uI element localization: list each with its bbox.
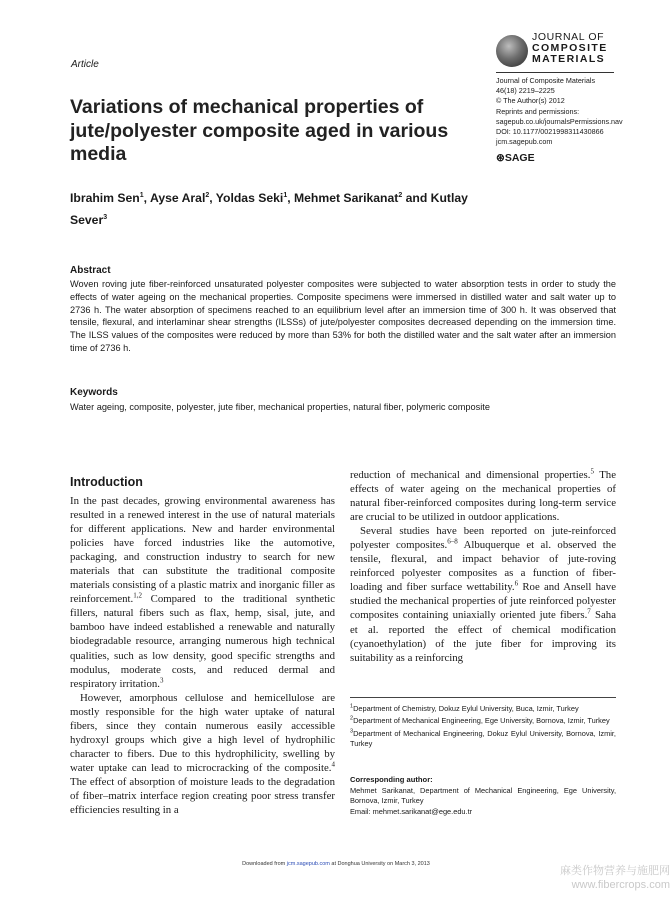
journal-name: Journal of Composite Materials [496, 76, 596, 85]
author-name: Ibrahim Sen [70, 191, 140, 206]
copyright: © The Author(s) 2012 [496, 96, 565, 106]
journal-site-link[interactable]: jcm.sagepub.com [496, 137, 553, 147]
journal-meta [496, 76, 646, 147]
citation-mark[interactable]: 3 [159, 676, 164, 685]
body-paragraph: reduction of mechanical and dimensional properties.$^5$ The effects of water ageing on the mechanical properties of natural fiber-reinforced composites during long-term service are crucial to be utilized in outdoor applications. [350, 467, 617, 524]
corresponding-author-heading: Corresponding author: [350, 775, 433, 784]
reprints-label: Reprints and permissions: [496, 106, 580, 116]
body-paragraph: However, amorphous cellulose and hemicellulose are mostly responsible for the high water uptake of natural fibers, since they contain numerous easily accessible hydroxyl groups which give a high level of hydrophilic character to fibers. Due to this hydrophilicity, swelling by water uptake can lead to microcracking of the composite.$^4$ The effect of absorption of moisture leads to the degradation of fiber–matrix interface region creating poor stress transfer efficiencies resulting in a [70, 691, 335, 817]
keywords-heading: Keywords [70, 387, 118, 398]
author-name: Mehmet Sarikanat [294, 191, 399, 206]
author-name: Kutlay Sever [70, 191, 468, 228]
download-link[interactable]: jcm.sagepub.com [286, 861, 330, 867]
corresponding-author-details [350, 786, 616, 817]
paper-title: Variations of mechanical properties of jute/polyester composite aged in various media [70, 96, 449, 165]
affiliation-number: 1 [350, 703, 354, 710]
author-name: Yoldas Seki [215, 191, 284, 206]
watermark-line1: 麻类作物营养与施肥网 [560, 865, 670, 877]
author-affiliation-mark: 2 [398, 192, 403, 199]
journal-logo-line3: MATERIALS [532, 53, 606, 65]
affiliation-item: $^3$Department of Mechanical Engineering, Dokuz Eylul University, Bornova, Izmir, Turkey [350, 728, 616, 748]
watermark-line2: www.fibercrops.com [571, 879, 670, 891]
journal-logo [496, 32, 616, 72]
sage-logo-text: SAGE [504, 152, 535, 164]
download-suffix: at Donghua University on March 3, 2013 [329, 861, 430, 867]
journal-volume: 46(18) 2219–2225 [496, 86, 555, 96]
affiliation-item: $^2$Department of Mechanical Engineering, Ege University, Bornova, Izmir, Turkey [350, 715, 610, 726]
citation-mark[interactable]: 4 [331, 760, 335, 769]
article-type-label: Article [71, 59, 99, 70]
watermark [560, 864, 670, 892]
footnote-divider [350, 697, 616, 698]
intro-right-column [350, 468, 616, 665]
affiliation-number: 2 [350, 715, 354, 722]
author-list: Ibrahim Sen$^1$, Ayse Aral$^2$, Yoldas Seki$^1$, Mehmet Sarikanat$^2$ and Kutlay Sever$^3$ [70, 191, 468, 228]
corresponding-author-address: Mehmet Sarikanat, Department of Mechanical Engineering, Ege University, Bornova, Izmir, Turkey [350, 786, 616, 806]
affiliation-number: 3 [350, 728, 354, 735]
corresponding-author-email[interactable]: Email: mehmet.sarikanat@ege.edu.tr [350, 806, 473, 816]
download-prefix: Downloaded from [242, 861, 287, 867]
abstract-text: Woven roving jute fiber-reinforced unsaturated polyester composites were subjected to water absorption tests in order to study the effects of water ageing on the mechanical properties. Composite specimens were immersed in distilled water and salt water up to 2736 h. The water absorption of specimens reached to an equilibrium level after an immersion time of 300 h. It was observed that tensile, flexural, and interlaminar shear strengths (ILSSs) of jute/polyester composites decreased depending on the immersion time. The ILSS values of the composites were reduced by more than 53% for both the distilled water and the salt water after an immersion time of 2736 h. [70, 279, 616, 353]
body-paragraph: Several studies have been reported on jute-reinforced polyester composites.$^{6-8}$ Albuquerque et al. observed the tensile, flexural, and impact behavior of jute-roving reinforced polyester composites as a function of fiber-loading and fiber surface wettability.$^6$ Roe and Ansell have studied the mechanical properties of jute reinforced polyester composites containing uniaxially oriented jute fibers.$^7$ Saha et al. reported the effect of chemical modification (cyanoethylation) of the jute fiber for improving its suitability as a reinforcing [350, 525, 616, 664]
abstract-heading: Abstract [70, 265, 111, 276]
sage-logo [496, 152, 535, 164]
sage-logo-icon: ⊛ [496, 152, 505, 164]
permissions-link[interactable]: sagepub.co.uk/journalsPermissions.nav [496, 116, 623, 126]
journal-logo-icon [496, 35, 528, 67]
intro-left-column [70, 494, 335, 817]
logo-divider [496, 72, 614, 73]
body-paragraph: In the past decades, growing environmental awareness has resulted in a renewed interest in the use of natural materials for different applications. New and harder environmental policies have forced industries like the automotive, packaging, and construction industry to search for new materials that can substitute the traditional composite materials consisting of a plastic matrix and inorganic filler as reinforcement.$^{1,2}$ Compared to the traditional synthetic fillers, natural fibers such as flax, hemp, sisal, jute, and bamboo have indeed established a renewable and naturally biodegradable resource, arranging numerous high technical qualities, such as low density, good specific strengths and modulus, moderate costs, and reduced dermal and respiratory irritation.$^3$ [70, 495, 335, 690]
author-affiliation-mark: 2 [205, 192, 210, 199]
citation-mark[interactable]: 1,2 [133, 591, 142, 600]
author-affiliation-mark: 3 [103, 214, 108, 222]
doi[interactable]: DOI: 10.1177/0021998311430866 [496, 127, 604, 137]
author-affiliation-mark: 1 [283, 192, 288, 199]
author-name: Ayse Aral [150, 191, 206, 206]
author-affiliation-mark: 1 [139, 192, 144, 199]
keywords-text: Water ageing, composite, polyester, jute fiber, mechanical properties, natural fiber, polymeric composite [70, 402, 490, 412]
introduction-heading: Introduction [70, 475, 143, 489]
citation-mark[interactable]: 5 [590, 467, 594, 476]
citation-mark[interactable]: 6 [514, 579, 519, 588]
citation-mark[interactable]: 7 [587, 607, 591, 616]
affiliation-item: $^1$Department of Chemistry, Dokuz Eylul University, Buca, Izmir, Turkey [350, 703, 579, 713]
journal-logo-line1: JOURNAL OF [532, 31, 605, 43]
affiliations [350, 704, 616, 751]
journal-logo-line2: COMPOSITE [532, 42, 608, 54]
citation-mark[interactable]: 6–8 [447, 537, 458, 546]
